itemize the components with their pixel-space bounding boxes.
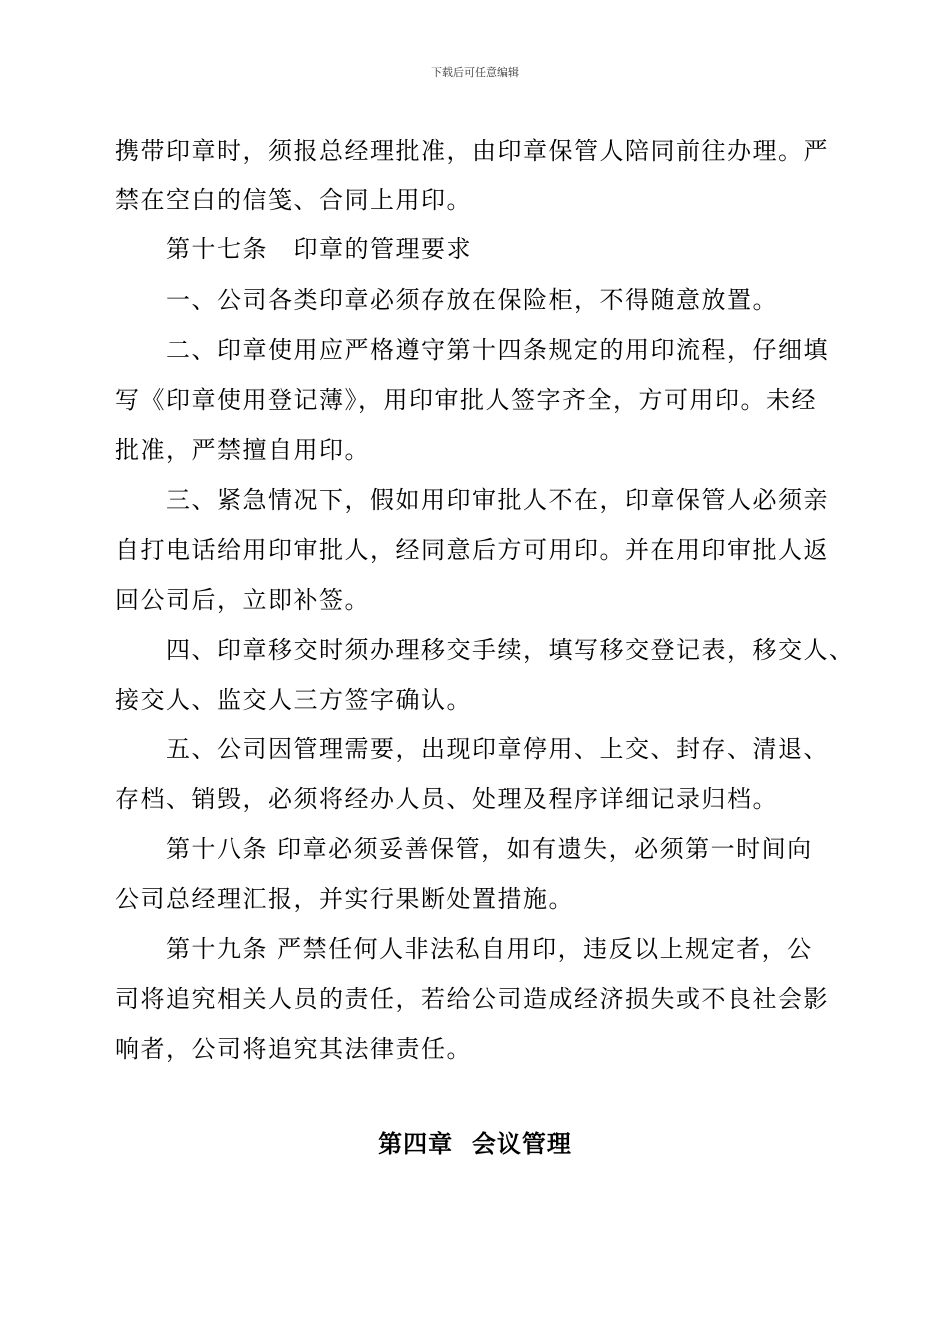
- body-line: 响者，公司将追究其法律责任。: [115, 1035, 472, 1063]
- article-heading: 第十七条 印章的管理要求: [166, 235, 472, 263]
- body-line: 一、公司各类印章必须存放在保险柜，不得随意放置。: [166, 286, 778, 314]
- body-line: 自打电话给用印审批人，经同意后方可用印。并在用印审批人返: [115, 536, 829, 564]
- body-line: 携带印章时，须报总经理批准，由印章保管人陪同前往办理。严: [115, 137, 829, 165]
- body-line: 司将追究相关人员的责任，若给公司造成经济损失或不良社会影: [115, 985, 829, 1013]
- body-line: 批准，严禁擅自用印。: [115, 436, 370, 464]
- body-line: 回公司后，立即补签。: [115, 586, 370, 614]
- chapter-title: 第四章 会议管理: [378, 1130, 572, 1158]
- body-line: 五、公司因管理需要，出现印章停用、上交、封存、清退、: [166, 735, 829, 763]
- article-line: 第十八条 印章必须妥善保管，如有遗失，必须第一时间向: [166, 835, 813, 863]
- body-line: 公司总经理汇报，并实行果断处置措施。: [115, 885, 574, 913]
- body-line: 三、紧急情况下，假如用印审批人不在，印章保管人必须亲: [166, 486, 829, 514]
- page-header-note: 下载后可任意编辑: [431, 66, 519, 79]
- body-line: 禁在空白的信笺、合同上用印。: [115, 186, 472, 214]
- body-line: 四、印章移交时须办理移交手续，填写移交登记表，移交人、: [166, 636, 855, 664]
- body-line: 接交人、监交人三方签字确认。: [115, 686, 472, 714]
- body-line: 二、印章使用应严格遵守第十四条规定的用印流程，仔细填: [166, 336, 829, 364]
- body-line: 写《印章使用登记薄》，用印审批人签字齐全，方可用印。未经: [115, 386, 817, 414]
- article-line: 第十九条 严禁任何人非法私自用印，违反以上规定者，公: [166, 935, 813, 963]
- body-line: 存档、销毁，必须将经办人员、处理及程序详细记录归档。: [115, 785, 778, 813]
